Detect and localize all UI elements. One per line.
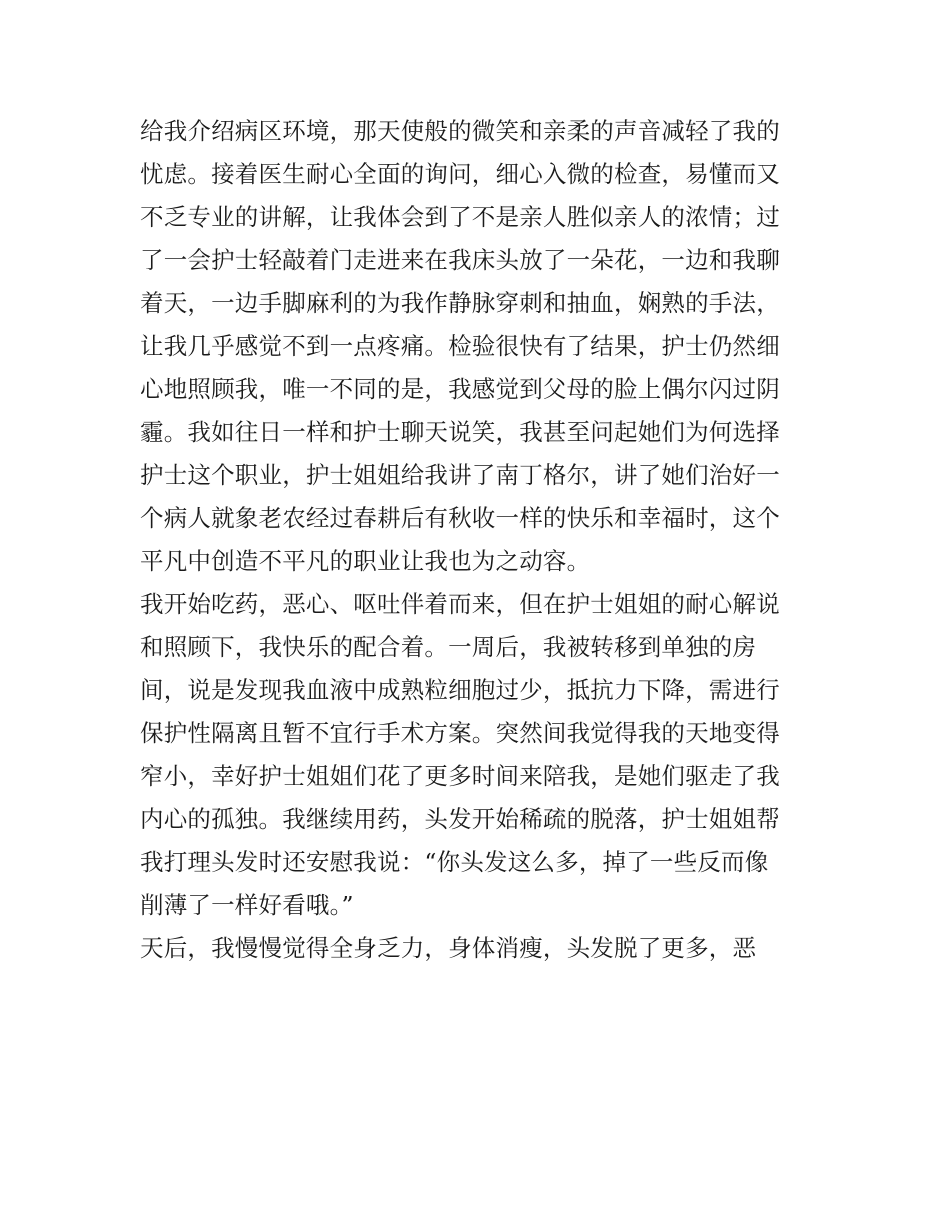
text-line: 给我介绍病区环境，那天使般的微笑和亲柔的声音减轻了我的 xyxy=(140,117,780,145)
text-line: 我开始吃药，恶心、呕吐伴着而来，但在护士姐姐的耐心解说 xyxy=(140,590,780,618)
text-line: 忧虑。接着医生耐心全面的询问，细心入微的检查，易懂而又 xyxy=(140,160,780,188)
text-line: 和照顾下，我快乐的配合着。一周后，我被转移到单独的房 xyxy=(140,633,757,661)
text-line: 保护性隔离且暂不宜行手术方案。突然间我觉得我的天地变得 xyxy=(140,719,780,747)
text-line: 平凡中创造不平凡的职业让我也为之动容。 xyxy=(140,547,591,575)
text-line: 削薄了一样好看哦。” xyxy=(140,891,354,919)
text-line: 个病人就象老农经过春耕后有秋收一样的快乐和幸福时，这个 xyxy=(140,504,780,532)
text-line: 霾。我如往日一样和护士聊天说笑，我甚至问起她们为何选择 xyxy=(140,418,780,446)
text-line: 让我几乎感觉不到一点疼痛。检验很快有了结果，护士仍然细 xyxy=(140,332,780,360)
text-line: 不乏专业的讲解，让我体会到了不是亲人胜似亲人的浓情；过 xyxy=(140,203,780,231)
text-line: 心地照顾我，唯一不同的是，我感觉到父母的脸上偶尔闪过阴 xyxy=(140,375,780,403)
text-line: 内心的孤独。我继续用药，头发开始稀疏的脱落，护士姐姐帮 xyxy=(140,805,780,833)
text-line: 天后，我慢慢觉得全身乏力，身体消瘦，头发脱了更多，恶 xyxy=(140,934,757,962)
text-line: 我打理头发时还安慰我说：“你头发这么多，掉了一些反而像 xyxy=(140,848,769,876)
text-line: 窄小，幸好护士姐姐们花了更多时间来陪我，是她们驱走了我 xyxy=(140,762,780,790)
text-line: 着天，一边手脚麻利的为我作静脉穿刺和抽血，娴熟的手法， xyxy=(140,289,780,317)
body-text xyxy=(140,110,820,970)
text-line: 间，说是发现我血液中成熟粒细胞过少，抵抗力下降，需进行 xyxy=(140,676,780,704)
text-line: 护士这个职业，护士姐姐给我讲了南丁格尔，讲了她们治好一 xyxy=(140,461,780,489)
text-line: 了一会护士轻敲着门走进来在我床头放了一朵花，一边和我聊 xyxy=(140,246,780,274)
